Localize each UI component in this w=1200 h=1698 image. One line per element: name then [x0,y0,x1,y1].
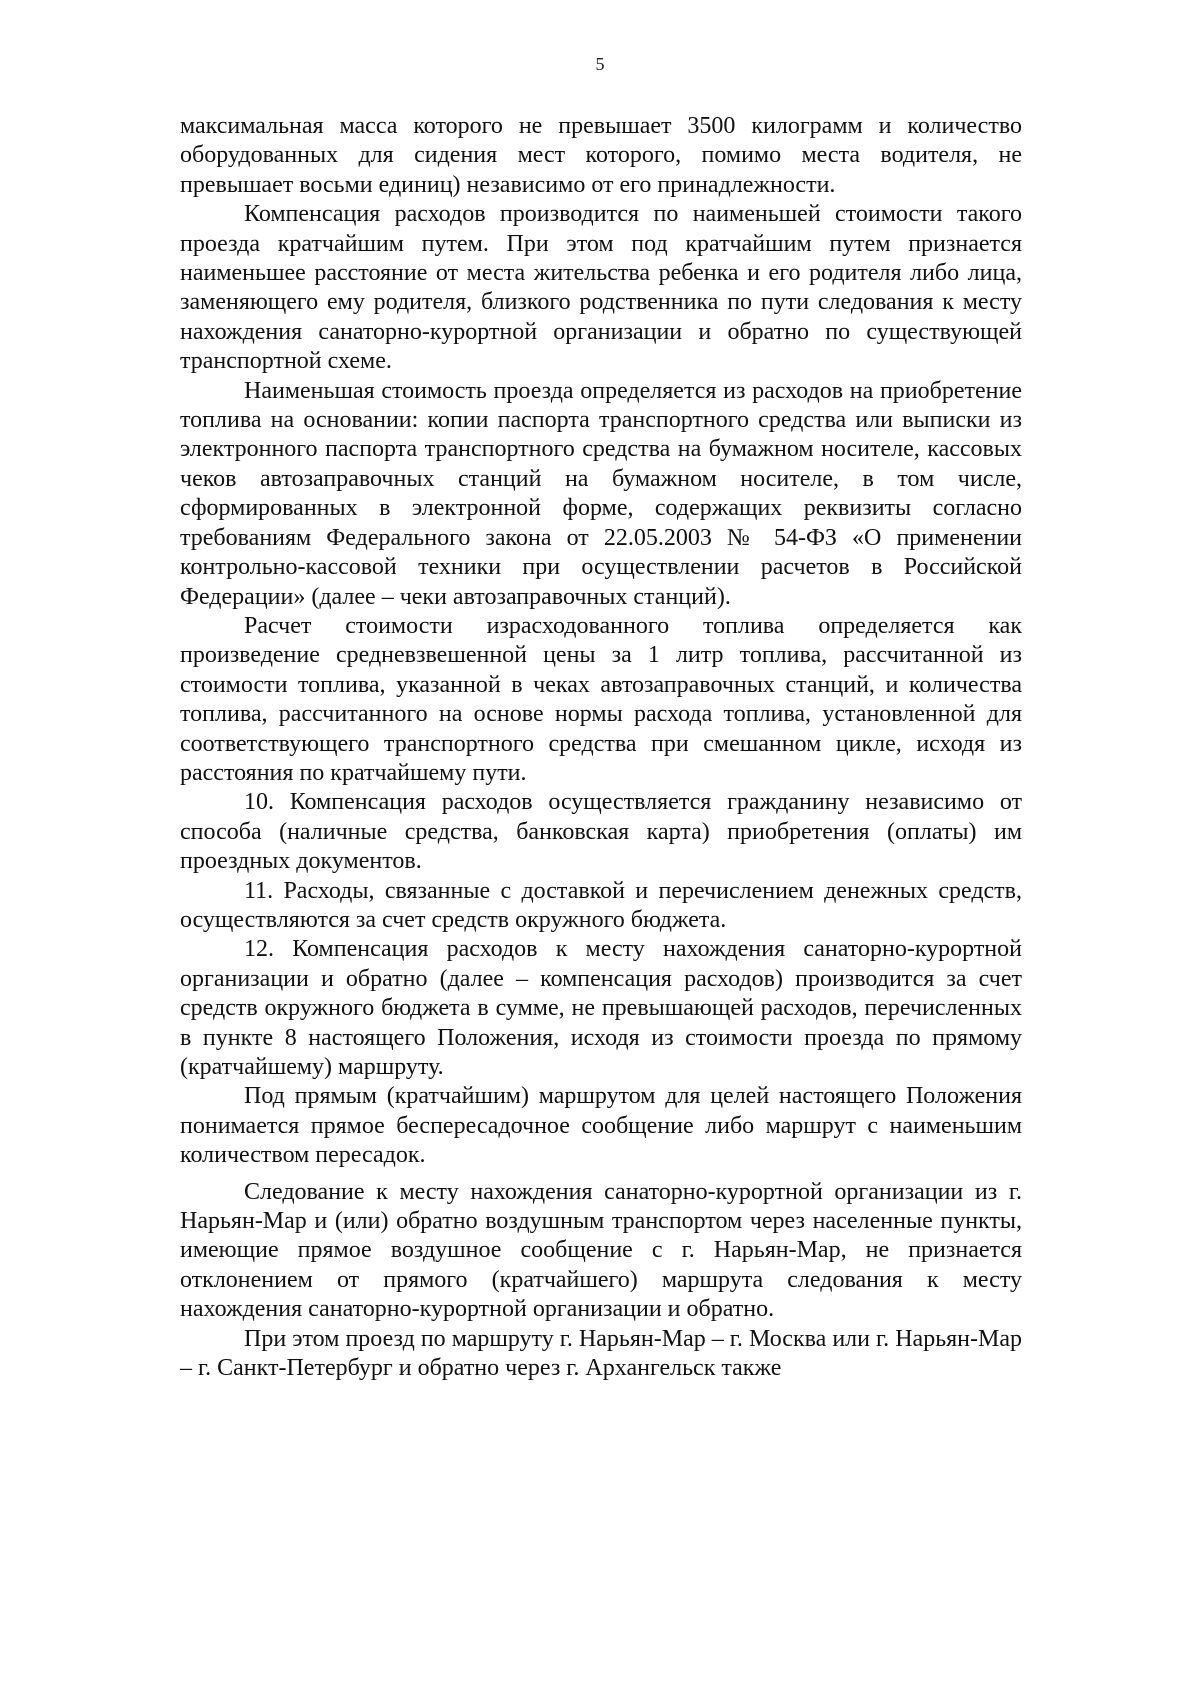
paragraph-item-12: 12. Компенсация расходов к месту нахождения санаторно-курортной организации и обратно (далее – компенсация расходов) производится за счет средств окружного бюджета в сумме, не превышающей расходов, перечисленных в пункте 8 настоящего Положения, исходя из стоимости проезда по прямому (кратчайшему) маршруту. [180,936,1022,1080]
document-body [180,112,1022,1383]
paragraph-compensation-shortest-path: Компенсация расходов производится по наименьшей стоимости такого проезда кратчайшим путем. При этом под кратчайшим путем признается наименьшее расстояние от места жительства ребенка и его родителя либо лица, заменяющего ему родителя, близкого родственника по пути следования к месту нахождения санаторно-курортной организации и обратно по существующей транспортной схеме. [180,201,1022,375]
paragraph-item-10: 10. Компенсация расходов осуществляется гражданину независимо от способа (наличные средства, банковская карта) приобретения (оплаты) им проездных документов. [180,789,1022,875]
paragraph-air-transport: Следование к месту нахождения санаторно-курортной организации из г. Нарьян-Мар и (или) обратно воздушным транспортом через населенные пункты, имеющие прямое воздушное сообщение с г. Нарьян-Мар, не признается отклонением от прямого (кратчайшего) маршрута следования к месту нахождения санаторно-курортной организации и обратно. [180,1178,1022,1323]
paragraph-continuation: максимальная масса которого не превышает 3500 килограмм и количество оборудованных для сидения мест которого, помимо места водителя, не превышает восьми единиц) независимо от его принадлежности. [180,113,1022,198]
paragraph-direct-route-definition: Под прямым (кратчайшим) маршрутом для целей настоящего Положения понимается прямое беспересадочное сообщение либо маршрут с наименьшим количеством пересадок. [180,1083,1022,1169]
paragraph-fuel-cost-calculation: Расчет стоимости израсходованного топлива определяется как произведение средневзвешенной цены за 1 литр топлива, рассчитанной из стоимости топлива, указанной в чеках автозаправочных станций, и количества топлива, рассчитанного на основе нормы расхода топлива, установленной для соответствующего транспортного средства при смешанном цикле, исходя из расстояния по кратчайшему пути. [180,612,1022,786]
paragraph-lowest-fare-fuel: Наименьшая стоимость проезда определяется из расходов на приобретение топлива на основании: копии паспорта транспортного средства или выписки из электронного паспорта транспортного средства на бумажном носителе, кассовых чеков автозаправочных станций на бумажном носителе, в том числе, сформированных в электронной форме, содержащих реквизиты согласно требованиям Федерального закона от 22.05.2003 № 54-ФЗ «О применении контрольно-кассовой техники при осуществлении расчетов в Российской Федерации» (далее – чеки автозаправочных станций). [180,377,1022,610]
paragraph-item-11: 11. Расходы, связанные с доставкой и перечислением денежных средств, осуществляются за счет средств окружного бюджета. [180,877,1022,933]
page-number: 5 [595,54,605,74]
paragraph-moscow-spb-route: При этом проезд по маршруту г. Нарьян-Мар – г. Москва или г. Нарьян-Мар – г. Санкт-Петербург и обратно через г. Архангельск также [180,1325,1022,1382]
